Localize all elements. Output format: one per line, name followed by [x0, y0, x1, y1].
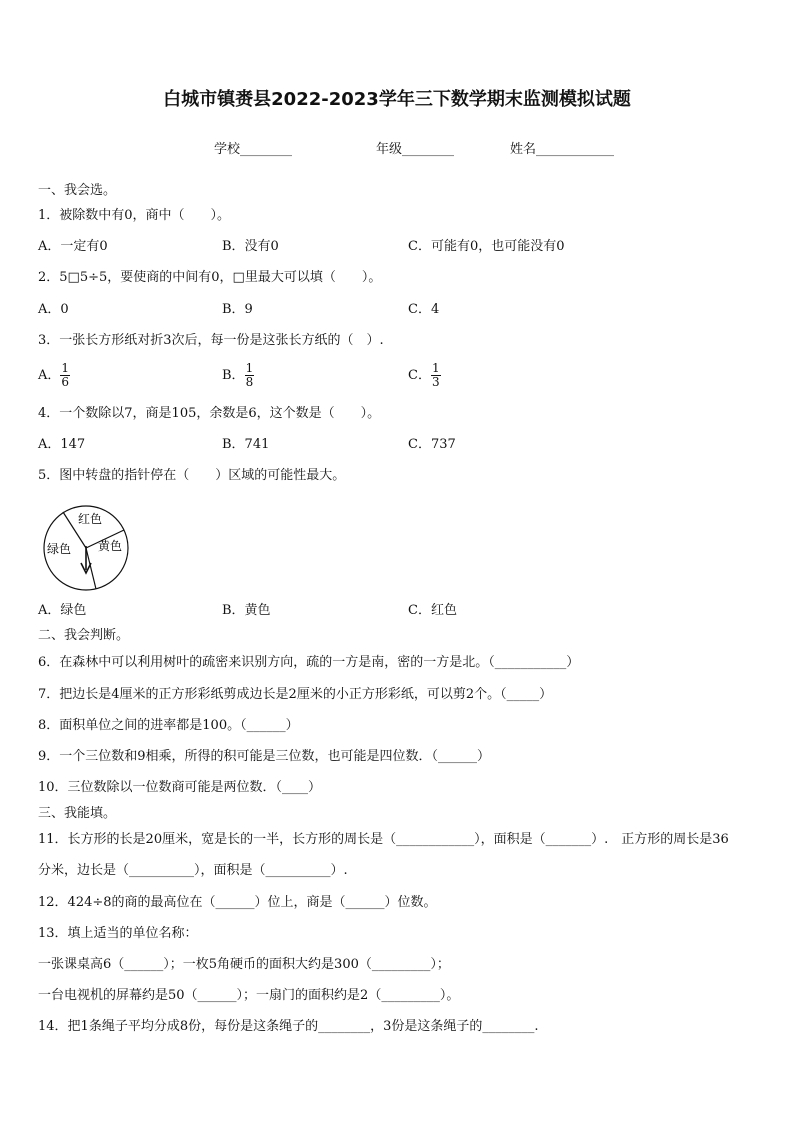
q3-option-c-prefix: C．: [408, 368, 431, 383]
q3-option-b-prefix: B．: [222, 368, 245, 383]
q3-option-a-fraction: [60, 362, 70, 389]
q6: 6．在森林中可以利用树叶的疏密来识别方向，疏的一方是南，密的一方是北。（___________）: [38, 655, 580, 670]
q3-option-c[interactable]: [408, 362, 441, 389]
q1-option-c[interactable]: C．可能有0，也可能没有0: [408, 239, 565, 254]
q4-option-c[interactable]: C．737: [408, 437, 456, 452]
spinner-figure: [38, 502, 134, 594]
q2-option-b[interactable]: B．9: [222, 302, 253, 317]
q1-option-a[interactable]: A．一定有0: [38, 239, 108, 254]
q1-stem: 1．被除数中有0，商中（ ）。: [38, 208, 231, 223]
fraction-denominator: 3: [431, 375, 440, 389]
fraction-numerator: 1: [245, 361, 254, 375]
q13-line1: 一张课桌高6（______）；一枚5角硬币的面积大约是300（_________）；: [38, 957, 450, 972]
q3-option-a-prefix: A．: [38, 368, 61, 383]
q7: 7．把边长是4厘米的正方形彩纸剪成边长是2厘米的小正方形彩纸，可以剪2个。（_____）: [38, 687, 553, 702]
q5-option-b[interactable]: B．黄色: [222, 603, 271, 618]
q3-option-a[interactable]: [38, 362, 70, 389]
section-1-heading: 一、我会选。: [38, 183, 117, 198]
school-field[interactable]: 学校________: [214, 142, 293, 157]
section-3-heading: 三、我能填。: [38, 806, 117, 821]
q1-option-b[interactable]: B．没有0: [222, 239, 279, 254]
spinner-label-red: 红色: [78, 512, 103, 526]
q5-option-a[interactable]: A．绿色: [38, 603, 87, 618]
q4-option-a[interactable]: A．147: [38, 437, 86, 452]
q9: 9．一个三位数和9相乘，所得的积可能是三位数，也可能是四位数．（______）: [38, 749, 491, 764]
q3-option-b-fraction: [245, 362, 255, 389]
q5-option-c[interactable]: C．红色: [408, 603, 457, 618]
page-title: 白城市镇赉县2022-2023学年三下数学期末监测模拟试题: [163, 89, 631, 110]
fraction-numerator: 1: [61, 361, 70, 375]
q10: 10．三位数除以一位数商可能是两位数．（____）: [38, 780, 322, 795]
q5-stem: 5．图中转盘的指针停在（ ）区域的可能性最大。: [38, 468, 346, 483]
section-2-heading: 二、我会判断。: [38, 628, 130, 643]
q3-option-c-fraction: [431, 362, 441, 389]
q4-option-b[interactable]: B．741: [222, 437, 270, 452]
q11-line1: 11．长方形的长是20厘米，宽是长的一半，长方形的周长是（____________），面积是（_______）. 正方形的周长是36: [38, 832, 729, 847]
q2-option-c[interactable]: C．4: [408, 302, 440, 317]
q4-stem: 4．一个数除以7，商是105，余数是6，这个数是（ ）。: [38, 406, 381, 421]
fraction-denominator: 8: [245, 375, 254, 389]
spinner-label-green: 绿色: [47, 542, 72, 556]
q8: 8．面积单位之间的进率都是100。（______）: [38, 718, 299, 733]
grade-field[interactable]: 年级________: [376, 142, 455, 157]
q13-stem: 13．填上适当的单位名称：: [38, 926, 198, 941]
q13-line2: 一台电视机的屏幕约是50（______）；一扇门的面积约是2（_________）。: [38, 988, 460, 1003]
name-field[interactable]: 姓名____________: [510, 142, 615, 157]
q3-stem: 3．一张长方形纸对折3次后，每一份是这张长方纸的（ ）.: [38, 333, 384, 348]
q3-option-b[interactable]: [222, 362, 254, 389]
q11-line2: 分米，边长是（__________），面积是（__________）.: [38, 863, 348, 878]
spinner-label-yellow: 黄色: [98, 539, 123, 553]
fraction-numerator: 1: [431, 361, 440, 375]
q12: 12．424÷8的商的最高位在（______）位上，商是（______）位数。: [38, 895, 437, 910]
q2-stem: 2．5□5÷5，要使商的中间有0，□里最大可以填（ ）。: [38, 270, 382, 285]
q14: 14．把1条绳子平均分成8份，每份是这条绳子的________，3份是这条绳子的________.: [38, 1019, 539, 1034]
fraction-denominator: 6: [61, 375, 70, 389]
q2-option-a[interactable]: A．0: [38, 302, 69, 317]
